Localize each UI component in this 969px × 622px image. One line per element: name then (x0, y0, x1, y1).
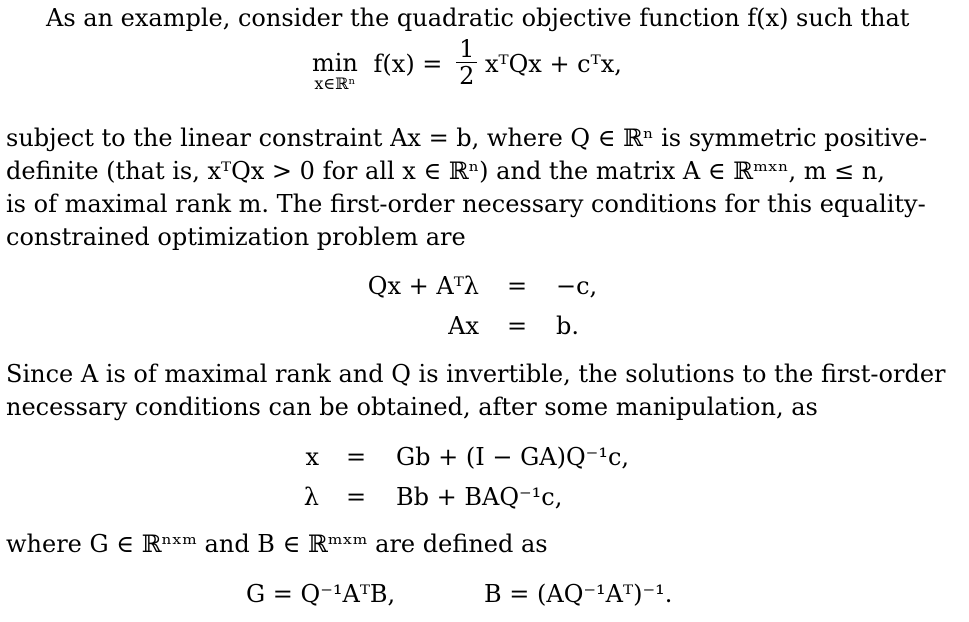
objective-equation (312, 35, 622, 93)
intro-text: As an example, consider the quadratic objective function f(x) such that (46, 4, 910, 32)
min-subscript: x∈ℝⁿ (314, 74, 356, 93)
text-line: subject to the linear constraint Ax = b, where Q ∈ ℝⁿ is symmetric positive- (6, 124, 928, 152)
text-line: is of maximal rank m. The first-order necessary conditions for this equality- (6, 190, 926, 218)
intro-paragraph (6, 2, 961, 35)
kkt-rhs: −c, (556, 272, 598, 300)
solution-paragraph (6, 358, 961, 424)
b-definition: B = (AQ⁻¹Aᵀ)⁻¹. (484, 580, 673, 608)
objective-rhs: xᵀQx + cᵀx, (484, 50, 622, 78)
kkt-row (0, 272, 969, 300)
fraction-numerator: 1 (456, 36, 477, 63)
min-operator: min x∈ℝⁿ (312, 49, 358, 93)
solution-rhs: Gb + (I − GA)Q⁻¹c, (396, 443, 630, 471)
kkt-row (0, 312, 969, 340)
kkt-relation: = (507, 272, 528, 300)
definition-paragraph (6, 528, 961, 561)
kkt-rhs: b. (556, 312, 579, 340)
objective-lhs: f(x) = (373, 50, 443, 78)
g-definition: G = Q⁻¹AᵀB, (246, 580, 396, 608)
kkt-relation: = (507, 312, 528, 340)
kkt-lhs: Qx + Aᵀλ (367, 272, 479, 300)
kkt-system (0, 272, 969, 342)
text-line: Since A is of maximal rank and Q is invertible, the solutions to the first-order (6, 360, 946, 388)
half-fraction (456, 36, 477, 89)
kkt-lhs: Ax (448, 312, 479, 340)
constraint-paragraph (6, 122, 961, 254)
solution-system (0, 443, 969, 513)
text-line: constrained optimization problem are (6, 223, 466, 251)
text-line: where G ∈ ℝⁿˣᵐ and B ∈ ℝᵐˣᵐ are defined as (6, 530, 548, 558)
text-line: necessary conditions can be obtained, after some manipulation, as (6, 393, 818, 421)
solution-relation: = (346, 443, 367, 471)
solution-rhs: Bb + BAQ⁻¹c, (396, 483, 563, 511)
solution-lhs: x (305, 443, 319, 471)
solution-relation: = (346, 483, 367, 511)
fraction-denominator: 2 (459, 62, 475, 90)
solution-row (0, 483, 969, 511)
text-line: definite (that is, xᵀQx > 0 for all x ∈ ℝⁿ) and the matrix A ∈ ℝᵐˣⁿ, m ≤ n, (6, 157, 885, 185)
solution-row (0, 443, 969, 471)
solution-lhs: λ (303, 483, 319, 511)
